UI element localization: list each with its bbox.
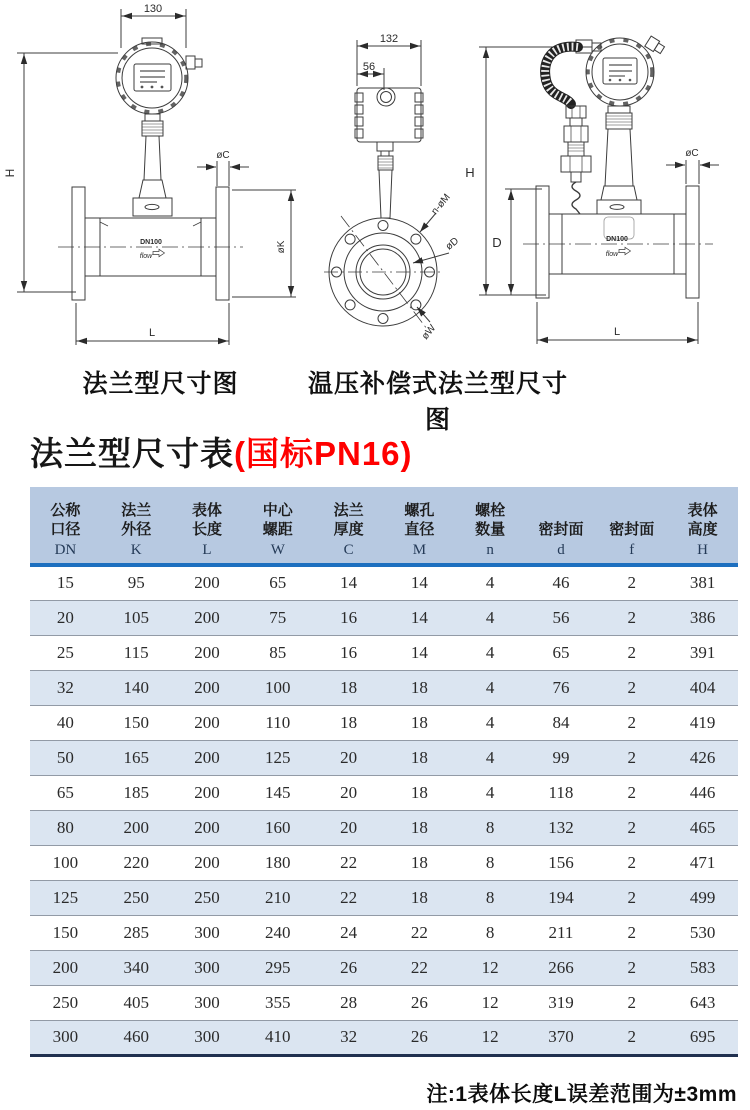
- table-cell: 240: [265, 922, 291, 942]
- table-cell: 26: [340, 957, 358, 977]
- table-cell: 12: [481, 992, 499, 1012]
- table-cell: 471: [689, 852, 716, 872]
- table-cell: 85: [269, 642, 287, 662]
- table-cell: 20: [56, 607, 74, 627]
- table-cell: 266: [548, 957, 574, 977]
- table-cell: 340: [123, 957, 149, 977]
- column-header-d: 密封面 d: [526, 487, 597, 565]
- table-cell: 200: [194, 607, 220, 627]
- table-cell: 2: [627, 677, 637, 697]
- table-cell: 75: [269, 607, 287, 627]
- table-cell: 419: [689, 712, 716, 732]
- table-cell: 50: [56, 747, 74, 767]
- table-cell: 14: [410, 573, 428, 593]
- dim-label-oc1: øC: [216, 150, 230, 161]
- table-row-dn-25: [30, 635, 738, 670]
- page-title-main: 法兰型尺寸表: [30, 435, 234, 472]
- table-cell: 4: [485, 573, 495, 593]
- page-title-standard: (国标PN16): [234, 435, 413, 472]
- table-header: [30, 487, 738, 565]
- table-cell: 99: [552, 747, 570, 767]
- table-cell: 15: [56, 573, 74, 593]
- table-cell: 200: [194, 852, 220, 872]
- table-cell: 125: [265, 747, 291, 767]
- table-cell: 381: [689, 573, 716, 593]
- drawing-temp-pressure-type: [465, 36, 719, 344]
- table-cell: 65: [56, 782, 74, 802]
- table-cell: 132: [548, 817, 574, 837]
- table-cell: 18: [410, 887, 428, 907]
- table-cell: 2: [627, 852, 637, 872]
- table-cell: 4: [485, 607, 495, 627]
- table-cell: 300: [194, 922, 220, 942]
- table-cell: 12: [481, 1027, 499, 1046]
- table-cell: 2: [627, 782, 637, 802]
- table-cell: 80: [56, 817, 74, 837]
- table-cell: 200: [194, 712, 220, 732]
- table-cell: 20: [340, 747, 358, 767]
- table-cell: 386: [689, 607, 716, 627]
- table-cell: 160: [265, 817, 291, 837]
- column-header-f: 密封面 f: [596, 487, 667, 565]
- dim-label-oc3: øC: [685, 148, 699, 159]
- table-cell: 300: [194, 957, 220, 977]
- column-header-C: 法兰 厚度 C: [313, 487, 384, 565]
- column-header-DN: 公称 口径 DN: [30, 487, 101, 565]
- table-cell: 22: [340, 887, 358, 907]
- table-cell: 583: [689, 957, 716, 977]
- table-row-dn-200: [30, 950, 738, 985]
- table-cell: 110: [265, 712, 291, 732]
- table-row-dn-125: [30, 880, 738, 915]
- table-cell: 16: [340, 607, 358, 627]
- table-row-dn-80: [30, 810, 738, 845]
- table-cell: 250: [194, 887, 220, 907]
- table-cell: 300: [194, 992, 220, 1012]
- flow-label: flow: [139, 253, 153, 260]
- dim-label-h3: H: [465, 165, 475, 180]
- table-cell: 26: [410, 1027, 428, 1046]
- table-cell: 2: [627, 887, 637, 907]
- dimension-table-wrap: [30, 487, 738, 1057]
- table-cell: 295: [265, 957, 291, 977]
- column-header-n: 螺栓 数量 n: [455, 487, 526, 565]
- table-cell: 410: [265, 1027, 291, 1046]
- table-cell: 211: [548, 922, 574, 942]
- table-row-dn-32: [30, 670, 738, 705]
- table-cell: 2: [627, 642, 637, 662]
- table-cell: 95: [127, 573, 145, 593]
- table-cell: 220: [123, 852, 149, 872]
- technical-drawings: [0, 0, 750, 360]
- table-cell: 40: [56, 712, 74, 732]
- table-cell: 18: [340, 677, 358, 697]
- table-cell: 8: [485, 922, 495, 942]
- table-cell: 14: [410, 607, 428, 627]
- table-cell: 32: [56, 677, 74, 697]
- table-cell: 25: [56, 642, 74, 662]
- table-cell: 20: [340, 782, 358, 802]
- table-cell: 100: [52, 852, 79, 872]
- column-header-L: 表体 长度 L: [172, 487, 243, 565]
- table-row-dn-250: [30, 985, 738, 1020]
- table-cell: 250: [123, 887, 149, 907]
- table-cell: 22: [340, 852, 358, 872]
- table-cell: 499: [689, 887, 716, 907]
- table-row-dn-100: [30, 845, 738, 880]
- dimension-table: [30, 487, 738, 1057]
- dim-label-h1: H: [3, 168, 17, 178]
- table-cell: 465: [689, 817, 716, 837]
- table-body: [30, 565, 738, 1055]
- table-row-dn-150: [30, 915, 738, 950]
- table-cell: 530: [689, 922, 716, 942]
- table-cell: 18: [410, 852, 428, 872]
- dim-label-l3: L: [613, 326, 621, 338]
- table-note: 注:1表体长度L误差范围为±3mm: [426, 1083, 737, 1106]
- table-cell: 2: [627, 712, 637, 732]
- table-cell: 355: [265, 992, 291, 1012]
- table-cell: 22: [410, 922, 428, 942]
- dim-label-od: øD: [443, 235, 462, 253]
- dim-label-132: 132: [379, 33, 399, 45]
- table-cell: 26: [410, 992, 428, 1012]
- table-cell: 2: [627, 957, 637, 977]
- table-cell: 8: [485, 852, 495, 872]
- table-cell: 18: [410, 782, 428, 802]
- table-cell: 14: [340, 573, 358, 593]
- table-cell: 32: [340, 1027, 358, 1046]
- column-header-M: 螺孔 直径 M: [384, 487, 455, 565]
- table-cell: 118: [548, 782, 574, 802]
- table-cell: 2: [627, 992, 637, 1012]
- table-cell: 65: [552, 642, 570, 662]
- table-cell: 65: [269, 573, 287, 593]
- table-cell: 695: [689, 1027, 716, 1046]
- table-cell: 2: [627, 747, 637, 767]
- table-cell: 200: [123, 817, 149, 837]
- table-cell: 18: [410, 747, 428, 767]
- table-cell: 4: [485, 747, 495, 767]
- dim-label-130: 130: [143, 3, 163, 15]
- table-cell: 643: [689, 992, 716, 1012]
- table-cell: 22: [410, 957, 428, 977]
- pipe-size-label: DN100: [140, 239, 162, 246]
- table-cell: 2: [627, 817, 637, 837]
- dim-label-l1: L: [148, 327, 156, 339]
- table-cell: 46: [552, 573, 570, 593]
- page-title: [30, 428, 413, 475]
- table-cell: 300: [52, 1027, 79, 1046]
- table-cell: 200: [194, 642, 220, 662]
- table-cell: 84: [552, 712, 570, 732]
- table-cell: 426: [689, 747, 716, 767]
- table-cell: 200: [194, 817, 220, 837]
- table-cell: 200: [194, 782, 220, 802]
- table-cell: 14: [410, 642, 428, 662]
- table-cell: 18: [340, 712, 358, 732]
- table-cell: 404: [689, 677, 716, 697]
- drawing-flange-face-view: [324, 33, 461, 342]
- table-cell: 180: [265, 852, 291, 872]
- table-cell: 145: [265, 782, 291, 802]
- table-cell: 12: [481, 957, 499, 977]
- table-cell: 2: [627, 607, 637, 627]
- dim-label-ow: øW: [419, 322, 439, 342]
- column-header-H: 表体 高度 H: [667, 487, 738, 565]
- table-cell: 8: [485, 887, 495, 907]
- table-row-dn-50: [30, 740, 738, 775]
- table-row-dn-65: [30, 775, 738, 810]
- table-cell: 125: [52, 887, 79, 907]
- table-cell: 156: [548, 852, 574, 872]
- caption-temp-pressure-type: 温压补偿式法兰型尺寸图: [308, 370, 569, 434]
- table-cell: 140: [123, 677, 149, 697]
- table-cell: 200: [194, 677, 220, 697]
- table-cell: 4: [485, 782, 495, 802]
- table-cell: 405: [123, 992, 149, 1012]
- table-cell: 391: [689, 642, 716, 662]
- table-cell: 18: [410, 817, 428, 837]
- table-row-dn-300: [30, 1020, 738, 1055]
- table-cell: 285: [123, 922, 149, 942]
- flow-label: flow: [605, 251, 619, 258]
- caption-flange-type: 法兰型尺寸图: [82, 370, 239, 398]
- table-cell: 370: [548, 1027, 574, 1046]
- pipe-size-label: DN100: [606, 236, 628, 243]
- table-cell: 2: [627, 922, 637, 942]
- column-header-W: 中心 螺距 W: [242, 487, 313, 565]
- table-cell: 2: [627, 573, 637, 593]
- dim-label-d3: D: [492, 235, 502, 250]
- column-header-K: 法兰 外径 K: [101, 487, 172, 565]
- table-cell: 20: [340, 817, 358, 837]
- table-cell: 185: [123, 782, 149, 802]
- table-cell: 250: [52, 992, 79, 1012]
- table-row-dn-40: [30, 705, 738, 740]
- table-cell: 56: [552, 607, 570, 627]
- drawing-flange-type: [3, 3, 296, 345]
- dim-label-ok: øK: [276, 240, 287, 254]
- table-cell: 200: [194, 573, 220, 593]
- table-cell: 460: [123, 1027, 149, 1046]
- table-row-dn-15: [30, 565, 738, 600]
- table-cell: 319: [548, 992, 574, 1012]
- dim-label-nom: n-øM: [429, 191, 453, 217]
- table-cell: 8: [485, 817, 495, 837]
- table-cell: 300: [194, 1027, 220, 1046]
- table-cell: 18: [410, 712, 428, 732]
- table-cell: 210: [265, 887, 291, 907]
- table-row-dn-20: [30, 600, 738, 635]
- table-cell: 4: [485, 677, 495, 697]
- table-cell: 2: [627, 1027, 637, 1046]
- table-cell: 28: [340, 992, 358, 1012]
- table-cell: 446: [689, 782, 716, 802]
- table-cell: 200: [194, 747, 220, 767]
- table-cell: 200: [52, 957, 79, 977]
- table-cell: 18: [410, 677, 428, 697]
- table-cell: 4: [485, 712, 495, 732]
- table-cell: 4: [485, 642, 495, 662]
- table-cell: 115: [123, 642, 149, 662]
- table-cell: 100: [265, 677, 291, 697]
- table-cell: 150: [52, 922, 79, 942]
- table-cell: 194: [548, 887, 574, 907]
- drawing-captions: [0, 364, 750, 434]
- table-cell: 24: [340, 922, 358, 942]
- table-cell: 165: [123, 747, 149, 767]
- table-cell: 16: [340, 642, 358, 662]
- dim-label-56: 56: [362, 61, 376, 73]
- table-cell: 76: [552, 677, 570, 697]
- table-cell: 150: [123, 712, 149, 732]
- table-cell: 105: [123, 607, 149, 627]
